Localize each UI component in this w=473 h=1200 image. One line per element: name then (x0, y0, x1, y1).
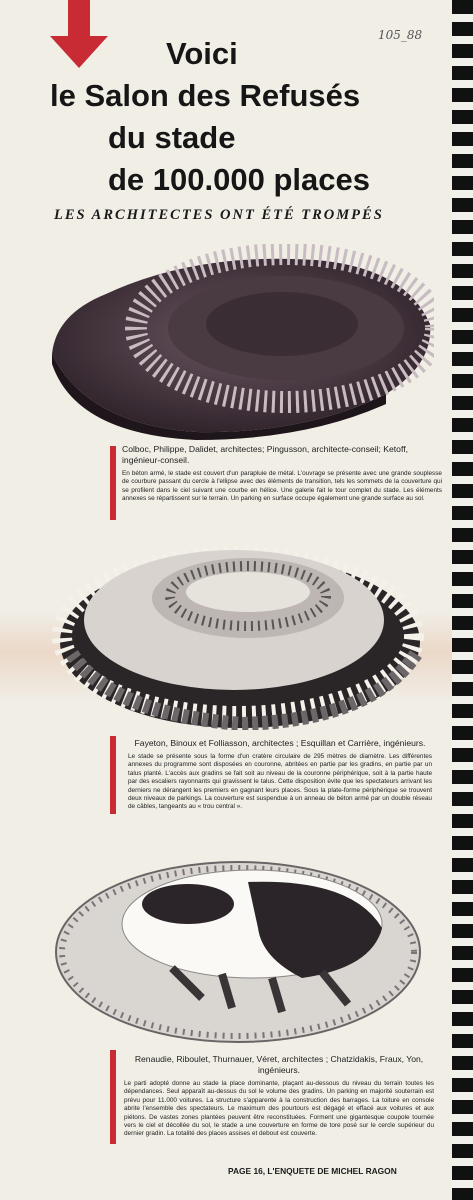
accent-bar-2 (110, 736, 116, 814)
accent-bar-3 (110, 1050, 116, 1144)
adjacent-page-edge (452, 0, 473, 1200)
headline-line-2: le Salon des Refusés (50, 78, 361, 113)
project-2-text (128, 738, 432, 812)
stadium-rendering-3 (52, 848, 424, 1048)
headline-line-3: du stade (108, 120, 236, 155)
project-3-text (124, 1054, 434, 1139)
project-1-text (122, 444, 442, 504)
down-arrow-icon (50, 0, 108, 68)
project-3-credits: Renaudie, Riboulet, Thurnauer, Véret, architectes ; Chatzidakis, Fraux, Yon, ingénieurs. (134, 1054, 424, 1075)
headline-line-1: Voici (166, 36, 238, 71)
stadium-rendering-2 (52, 534, 424, 730)
project-3-description: Le parti adopté donne au stade la place dominante, plaçant au-dessous du niveau du terrain toutes les dépendances. Seul apparaît au-dessus du sol le volume des gradins. Un parking en majorité souterrain est prévu pour 11.000 voitures. La structure s'apparente à la construction des barrages. La toiture en console abrite l'ensemble des spectateurs. Le maximum des pourtours est dégagé et effacé aux voitures et aux piétons. De vastes zones plantées peuvent être reconstituées. Forment une gigantesque coupole tournée vers le ciel et décollée du sol, le stade a une couverture en forme de tore posé sur le cercle supérieur du dernier gradin. La totalité des places assises et debout est couverte. (124, 1080, 434, 1138)
subheadline: LES ARCHITECTES ONT ÉTÉ TROMPÉS (54, 207, 384, 223)
accent-bar-1 (110, 446, 116, 520)
project-1-credits: Colboc, Philippe, Dalidet, architectes; Pingusson, architecte-conseil; Ketoff, ingénieur-conseil. (122, 444, 408, 465)
project-2-credits: Fayeton, Binoux et Folliasson, architectes ; Esquillan et Carrière, ingénieurs. (134, 738, 426, 748)
stadium-rendering-1 (46, 244, 434, 440)
archive-number: 105_88 (378, 28, 423, 42)
headline-line-4: de 100.000 places (108, 162, 370, 197)
project-1-description: En béton armé, le stade est couvert d'un parapluie de métal. L'ouvrage se présente avec une grande souplesse de courbure passant du cercle à l'ellipse avec des éléments de transition, tels les sommets de la couverture qui se profilent dans le ciel suivant une courbe en hélice. Une galerie fait le tour complet du stade. Les éléments annexes se répartissent sur le terrain. Un parking en surface occupe également une grande surface au sol. (122, 470, 442, 503)
project-2-description: Le stade se présente sous la forme d'un cratère circulaire de 295 mètres de diamètre. Les différentes annexes du programme sont disposées en couronne, abritées en partie par les gradins, en partie par un talus planté. L'accès aux gradins se fait soit au niveau de la couronne périphérique, soit à la partie haute par des escaliers rayonnants qui gravissent le talus. Cette disposition évite que les spectateurs arrivant les derniers ne dérangent les premiers en gagnant leurs places. Sous la plate-forme périphérique se trouvent deux niveaux de parkings. La couverture est suspendue à un anneau de béton armé par un double réseau de câbles, tangeants au « trou central ». (128, 753, 432, 811)
page-footer: PAGE 16, L'ENQUETE DE MICHEL RAGON (228, 1166, 397, 1176)
